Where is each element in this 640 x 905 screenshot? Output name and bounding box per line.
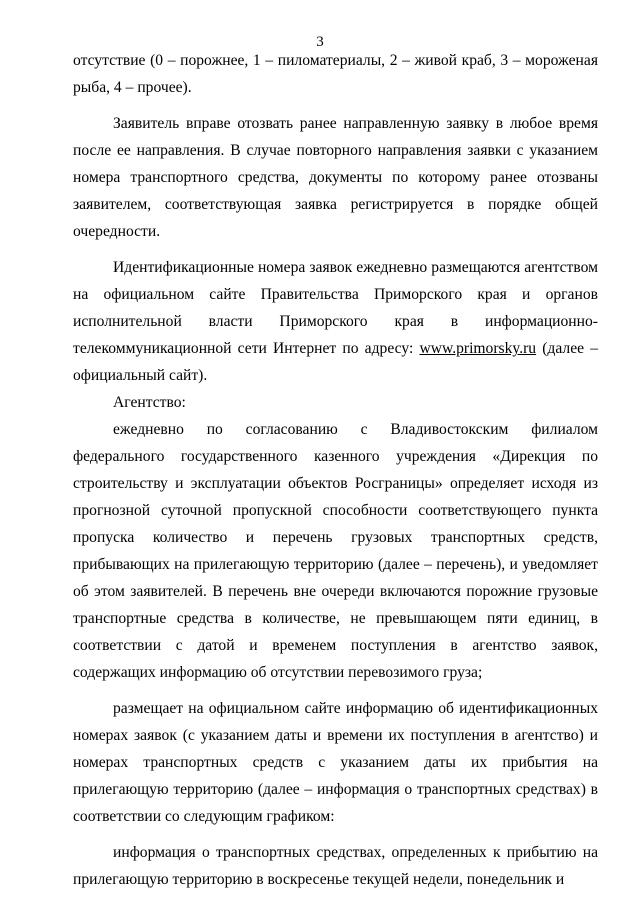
page-number: 3 (316, 34, 324, 50)
paragraph-daily-list: ежедневно по согласованию с Владивостокским филиалом федерального государственного казенного учреждения «Дирекция по строительству и эксплуатации объектов Росграницы» определяет исходя из прогнозной суточной пропускной способности соответствующего пункта пропуска количество и перечень грузовых транспортных средств, прибывающих на прилегающую территорию (далее – перечень), и уведомляет об этом заявителей. В перечень вне очереди включаются порожние грузовые транспортные средства в количестве, не превышающем пяти единиц, в соответствии с датой и временем поступления в агентство заявок, содержащих информацию об отсутствии перевозимого груза; (73, 421, 598, 681)
paragraph-withdraw-application: Заявитель вправе отозвать ранее направленную заявку в любое время после ее направления. В случае повторного направления заявки с указанием номера транспортного средства, документы по которому ранее отозваны заявителем, соответствующая заявка регистрируется в порядке общей очередности. (73, 115, 598, 240)
official-site-link[interactable]: www.primorsky.ru (419, 340, 537, 357)
paragraph-official-site (73, 254, 598, 389)
paragraph-schedule-info: информация о транспортных средствах, определенных к прибытию на прилегающую территорию в воскресенье текущей недели, понедельник и (73, 844, 598, 888)
document-body (73, 47, 598, 893)
paragraph-agency-heading: Агентство: (113, 394, 186, 411)
official-site-text-before: Идентификационные номера заявок ежедневно размещаются агентством на официальном сайте Правительства Приморского края и органов исполнительной власти Приморского края в информационно-телекоммуникационной сети Интернет по адресу: (73, 259, 598, 357)
official-site-text-after: (далее – официальный сайт). (73, 340, 598, 384)
paragraph-publishes-info: размещает на официальном сайте информацию об идентификационных номерах заявок (с указанием даты и времени их поступления в агентство) и номерах транспортных средств с указанием даты их прибытия на прилегающую территорию (далее – информация о транспортных средствах) в соответствии со следующим графиком: (73, 700, 598, 825)
paragraph-cargo-codes: отсутствие (0 – порожнее, 1 – пиломатериалы, 2 – живой краб, 3 – мороженая рыба, 4 – прочее). (73, 52, 598, 96)
